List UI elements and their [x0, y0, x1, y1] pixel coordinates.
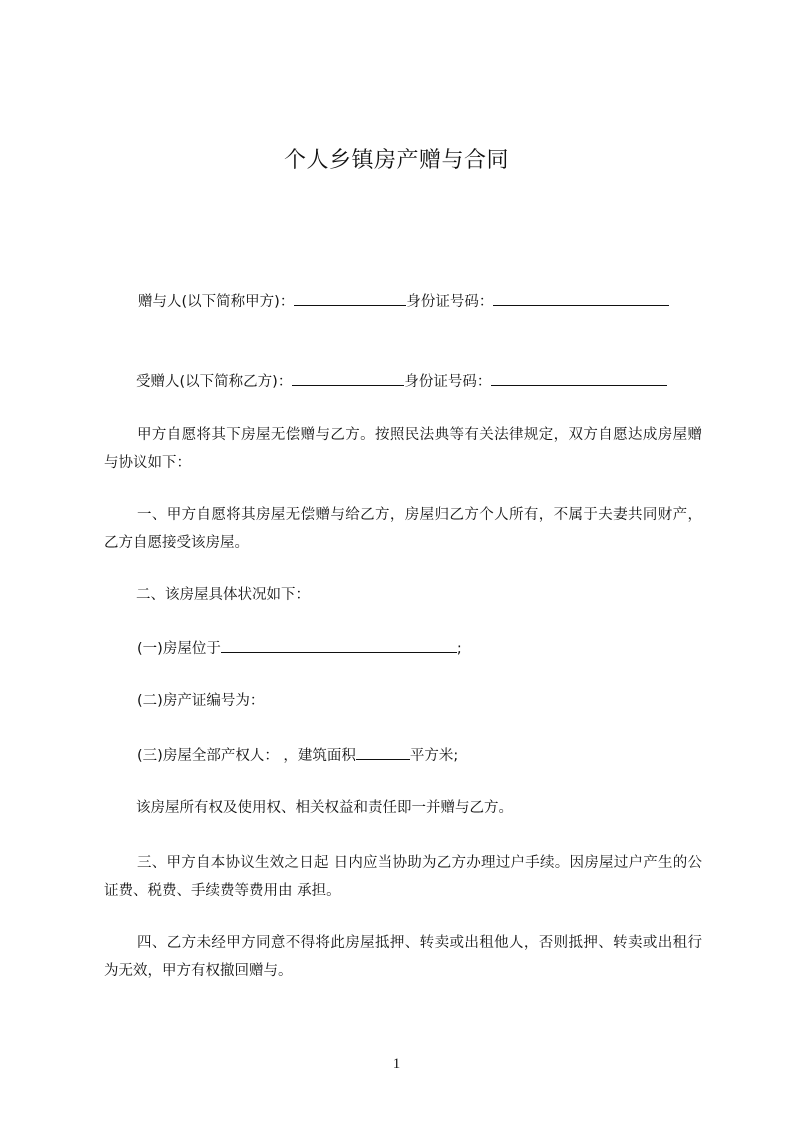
donee-label: 受赠人(以下简称乙方)：: [136, 374, 293, 390]
item-3-label: (三)房屋全部产权人： ，建筑面积: [137, 748, 356, 764]
donee-id-blank: [491, 371, 667, 386]
location-blank: [221, 638, 457, 653]
donor-id-blank: [493, 291, 669, 306]
clause-1: 一、甲方自愿将其房屋无偿赠与给乙方，房屋归乙方个人所有，不属于夫妻共同财产，乙方自愿接受该房屋。: [104, 507, 702, 551]
item-1-line: [137, 638, 462, 659]
clause-3: 三、甲方自本协议生效之日起 日内应当协助为乙方办理过户手续。因房屋过户产生的公证费、税费、手续费等费用由 承担。: [104, 855, 702, 899]
intro-paragraph: 甲方自愿将其下房屋无偿赠与乙方。按照民法典等有关法律规定，双方自愿达成房屋赠与协议如下：: [104, 427, 702, 471]
item-1-suffix: ;: [456, 641, 462, 657]
area-blank: [356, 745, 410, 760]
item-3-line: [137, 745, 458, 766]
donee-name-blank: [292, 371, 404, 386]
donor-label: 赠与人(以下简称甲方)：: [138, 294, 295, 310]
clause-2-heading: 二、该房屋具体状况如下：: [136, 587, 310, 603]
page-number: 1: [392, 1056, 401, 1072]
donee-id-label: 身份证号码：: [404, 374, 492, 390]
item-3-suffix: 平方米;: [409, 748, 459, 764]
donee-line: [136, 371, 667, 392]
rights-transfer-line: 该房屋所有权及使用权、相关权益和责任即一并赠与乙方。: [136, 800, 513, 816]
item-1-label: (一)房屋位于: [137, 641, 221, 657]
item-2-line: (二)房产证编号为：: [137, 693, 265, 709]
donor-id-label: 身份证号码：: [406, 294, 494, 310]
donor-name-blank: [294, 291, 406, 306]
clause-4: 四、乙方未经甲方同意不得将此房屋抵押、转卖或出租他人，否则抵押、转卖或出租行为无效，甲方有权撤回赠与。: [104, 935, 702, 979]
document-title: 个人乡镇房产赠与合同: [283, 148, 509, 173]
donor-line: [138, 291, 669, 312]
